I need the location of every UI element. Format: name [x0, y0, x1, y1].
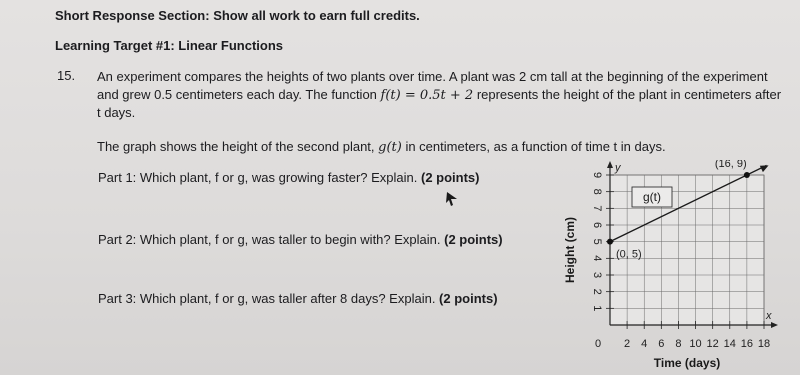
part-1-text: Part 1: Which plant, f or g, was growing faster? Explain. [98, 170, 421, 185]
origin-label: 0 [594, 338, 602, 350]
part-3-prompt [98, 291, 498, 306]
y-axis-letter: y [615, 162, 621, 174]
y-tick-label: 4 [591, 255, 603, 262]
x-tick-label: 4 [641, 338, 648, 350]
graph-intro-text [97, 139, 787, 155]
x-tick-label: 8 [675, 338, 682, 350]
part-2-points: (2 points) [444, 232, 503, 247]
question-text-a: An experiment compares the heights of two plants over time. A plant was 2 cm tall at the beginning of the experiment and grew 0.5 centimeters each day. The function [97, 69, 768, 102]
part-1-prompt [98, 170, 479, 185]
y-axis-arrow [607, 161, 613, 168]
y-tick-label: 8 [591, 188, 603, 195]
x-axis-arrow [771, 322, 778, 328]
part-2-prompt [98, 232, 503, 247]
section-heading: Short Response Section: Show all work to earn full credits. [55, 8, 420, 23]
part-1-points: (2 points) [420, 170, 480, 185]
function-g-inline: g(t) [378, 140, 402, 155]
x-tick-label: 10 [689, 338, 702, 350]
x-tick-label: 2 [624, 338, 631, 350]
y-tick-label: 5 [591, 238, 603, 245]
y-tick-label: 6 [591, 221, 603, 229]
point-label-start: (0, 5) [616, 248, 642, 261]
x-tick-label: 6 [658, 338, 665, 350]
y-tick-label: 3 [591, 271, 603, 279]
question-text [97, 68, 787, 122]
g-data-point [744, 172, 750, 178]
x-tick-label: 12 [706, 338, 719, 350]
g-line-arrow [760, 162, 770, 172]
point-label-end: (16, 9) [714, 160, 747, 170]
function-label: g(t) [643, 190, 661, 204]
question-text-b: represents the height of the plant in centimeters after t days. [97, 86, 782, 120]
x-tick-label: 16 [740, 338, 754, 350]
learning-target-heading: Learning Target #1: Linear Functions [55, 38, 284, 53]
x-axis-title: Time (days) [653, 356, 721, 370]
mouse-cursor-icon [444, 190, 460, 208]
y-tick-label: 2 [591, 288, 603, 295]
y-tick-label: 7 [591, 205, 603, 212]
y-tick-label: 9 [591, 171, 603, 179]
graph-intro-a: The graph shows the height of the second plant, [97, 139, 379, 154]
y-axis-title: Height (cm) [563, 217, 577, 283]
part-3-points: (2 points) [439, 291, 498, 306]
y-tick-label: 1 [591, 305, 603, 312]
x-axis-letter: x [766, 310, 772, 322]
x-tick-label: 14 [723, 338, 736, 350]
x-tick-label: 18 [757, 338, 771, 350]
g-data-point [607, 239, 613, 245]
height-graph [560, 160, 800, 375]
part-2-text: Part 2: Which plant, f or g, was taller to begin with? Explain. [98, 232, 445, 247]
function-f-expression: f(t) = 0.5t + 2 [380, 87, 474, 103]
graph-intro-b: in centimeters, as a function of time t in days. [401, 139, 666, 154]
part-3-text: Part 3: Which plant, f or g, was taller after 8 days? Explain. [98, 291, 440, 306]
question-number: 15. [57, 68, 76, 83]
